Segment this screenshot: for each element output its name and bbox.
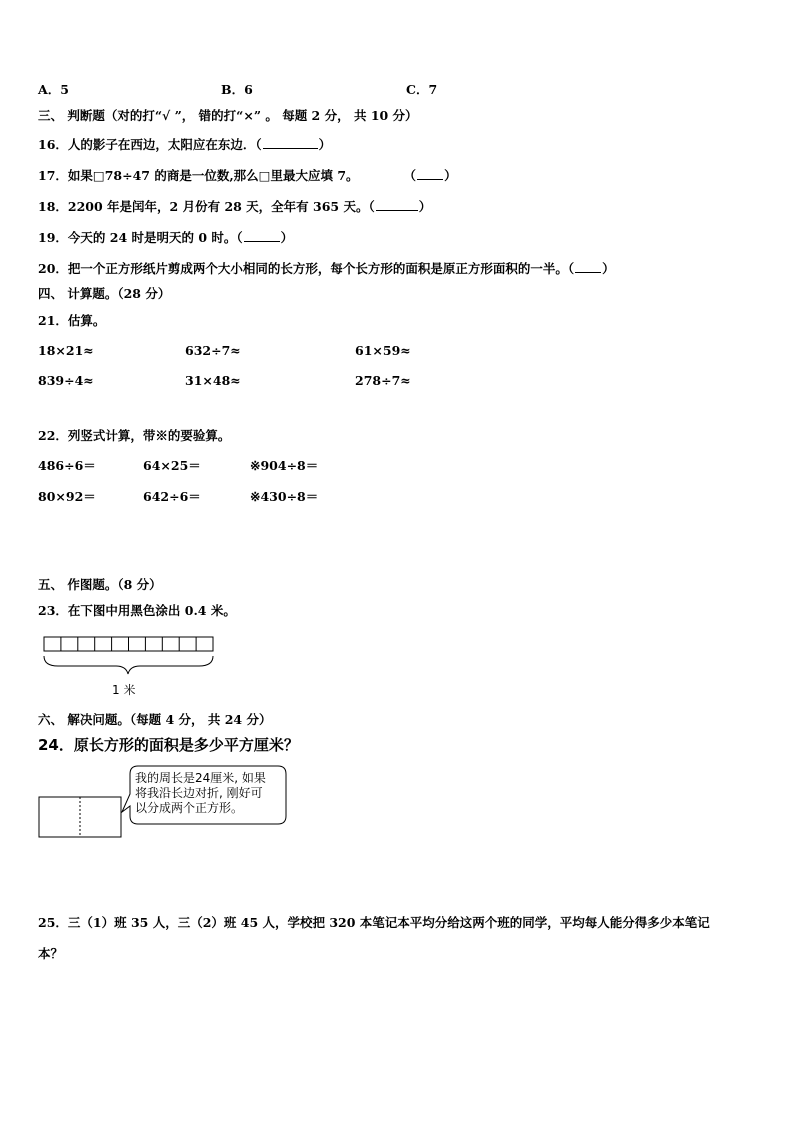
q22-title: 22．列竖式计算，带※的要验算。	[38, 428, 231, 443]
folded-rectangle	[39, 797, 121, 837]
calc-item: ※430÷8＝	[250, 489, 319, 504]
bubble-line: 将我沿长边对折, 刚好可	[135, 786, 263, 800]
q17-text: 17．如果□78÷47 的商是一位数,那么□里最大应填 7。	[38, 168, 359, 183]
q20-text: 20．把一个正方形纸片剪成两个大小相同的长方形，每个长方形的面积是原正方形面积的一半。（	[38, 261, 575, 276]
estimate-item: 18×21≈	[38, 343, 94, 358]
q25-line2: 本？	[38, 946, 64, 961]
meter-label: 1 米	[112, 683, 136, 697]
q17-close: ）	[444, 168, 457, 183]
option-a: A．5	[38, 82, 69, 97]
calc-item: 642÷6＝	[143, 489, 201, 504]
option-b: B．6	[221, 82, 253, 97]
estimate-item: 61×59≈	[355, 343, 411, 358]
curly-brace	[44, 656, 213, 674]
q17-open: （	[403, 168, 417, 183]
q19-close: ）	[280, 230, 294, 245]
q21-title: 21．估算。	[38, 313, 106, 328]
option-c: C．7	[406, 82, 438, 97]
bubble-text	[135, 771, 266, 816]
calc-item: 64×25＝	[143, 458, 201, 473]
q23-title: 23．在下图中用黑色涂出 0.4 米。	[38, 603, 236, 618]
section-4-heading: 四、 计算题。（28 分）	[38, 286, 171, 301]
estimate-item: 31×48≈	[185, 373, 241, 388]
estimate-item: 278÷7≈	[355, 373, 411, 388]
q20-close: ）	[602, 261, 615, 276]
meter-strip[interactable]	[44, 637, 213, 651]
q18-close: ）	[418, 199, 432, 214]
bubble-line: 我的周长是24厘米, 如果	[135, 771, 266, 785]
q16-text: 16．人的影子在西边，太阳应在东边．（	[38, 137, 262, 152]
q18-text: 18．2200 年是闰年，2 月份有 28 天，全年有 365 天。（	[38, 199, 375, 214]
q16-close: ）	[318, 137, 332, 152]
section-6-heading: 六、 解决问题。（每题 4 分， 共 24 分）	[38, 712, 272, 727]
calc-item: 80×92＝	[38, 489, 96, 504]
estimate-item: 839÷4≈	[38, 373, 94, 388]
calc-item: ※904÷8＝	[250, 458, 319, 473]
q25-line1: 25．三（1）班 35 人，三（2）班 45 人，学校把 320 本笔记本平均分给这两个班的同学，平均每人能分得多少本笔记	[38, 915, 710, 930]
section-3-heading: 三、 判断题（对的打“√ ”， 错的打“×” 。 每题 2 分， 共 10 分）	[38, 108, 418, 123]
estimate-item: 632÷7≈	[185, 343, 241, 358]
q24-title: 24．原长方形的面积是多少平方厘米？	[38, 736, 299, 754]
bubble-line: 以分成两个正方形。	[135, 801, 244, 815]
calc-item: 486÷6＝	[38, 458, 96, 473]
q19-text: 19．今天的 24 时是明天的 0 时。（	[38, 230, 243, 245]
section-5-heading: 五、 作图题。（8 分）	[38, 577, 162, 592]
